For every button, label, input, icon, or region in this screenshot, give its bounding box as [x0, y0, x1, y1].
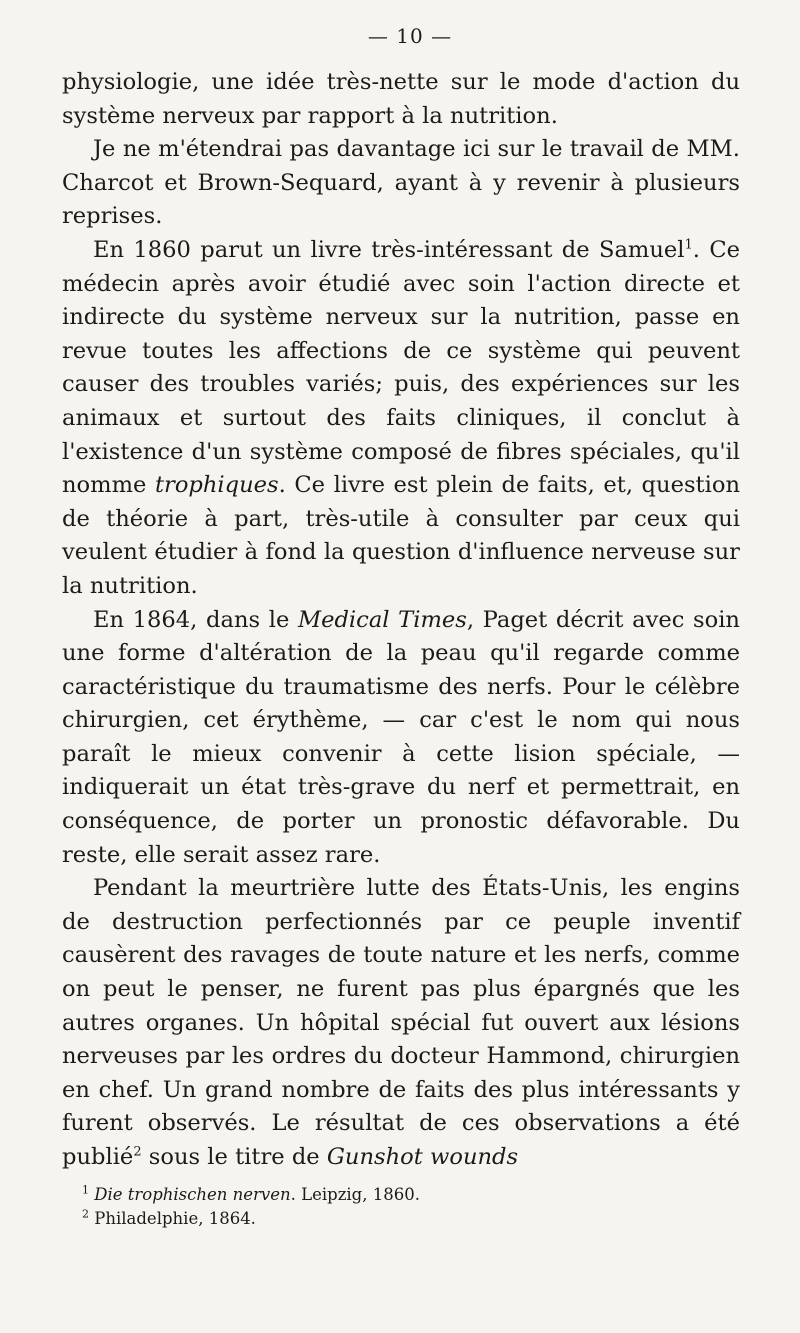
- paragraph-5-text-a: Pendant la meurtrière lutte des États-Unis, les engins de destruction perfectionnés par ce peuple inventif causèrent des ravages de toute nature et les nerfs, comme on peut le penser, ne furent pas plus épargnés que les autres organes. Un hôpital spécial fut ouvert aux lésions nerveuses par les ordres du docteur Hammond, chirurgien en chef. Un grand nombre de faits des plus intéressants y furent observés. Le résultat de ces observations a été publié: [62, 875, 740, 1170]
- paragraph-4: [62, 604, 740, 873]
- footnote-text: Philadelphie, 1864.: [94, 1208, 256, 1228]
- paragraph-5: [62, 872, 740, 1174]
- book-title: Gunshot wounds: [326, 1144, 519, 1170]
- term-trophiques: trophiques: [154, 472, 279, 499]
- paragraph-2: Je ne m'étendrai pas davantage ici sur le travail de MM. Charcot et Brown-Sequard, ayant à y revenir à plusieurs reprises.: [62, 136, 740, 230]
- page-number: — 10 —: [367, 24, 453, 48]
- footnote-text: . Leipzig, 1860.: [290, 1184, 420, 1204]
- footnote-ref-2: 2: [133, 1144, 142, 1160]
- footnote-ref-1: 1: [684, 237, 693, 253]
- footnote-1: [82, 1183, 740, 1207]
- footnote-mark: 2: [82, 1207, 89, 1221]
- paragraph-3-text-b: . Ce médecin après avoir étudié avec soin l'action directe et indirecte du système nerveux sur la nutrition, passe en revue toutes les affections de ce système qui peuvent causer des troubles variés; puis, des expériences sur les animaux et surtout des faits cliniques, il conclut à l'existence d'un système composé de fibres spéciales, qu'il nomme: [62, 236, 740, 499]
- footnote-title: Die trophischen nerven: [94, 1184, 291, 1204]
- paragraph-4-text-a: En 1864, dans le: [93, 606, 298, 633]
- journal-title: Medical Times: [297, 606, 467, 633]
- footnotes: [62, 1183, 740, 1231]
- paragraph-1: physiologie, une idée très-nette sur le mode d'action du système nerveux par rapport à la nutrition.: [62, 69, 740, 129]
- paragraph-3-text-a: En 1860 parut un livre très-intéressant de Samuel: [93, 236, 685, 263]
- footnote-mark: 1: [82, 1183, 89, 1197]
- paragraph-3-text-c: . Ce livre est plein de faits, et, question de théorie à part, très-utile à consulter par ceux qui veulent étudier à fond la question d'influence nerveuse sur la nutrition.: [62, 472, 740, 599]
- footnote-2: [82, 1207, 740, 1231]
- paragraph-5-text-b: sous le titre de: [141, 1144, 327, 1170]
- paragraph-4-text-b: , Paget décrit avec soin une forme d'altération de la peau qu'il regarde comme caractéristique du traumatisme des nerfs. Pour le célèbre chirurgien, cet érythème, — car c'est le nom qui nous paraît le mieux convenir à cette lision spéciale, — indiquerait un état très-grave du nerf et permettrait, en conséquence, de porter un pronostic défavorable. Du reste, elle serait assez rare.: [62, 606, 740, 868]
- paragraph-3: [62, 234, 740, 604]
